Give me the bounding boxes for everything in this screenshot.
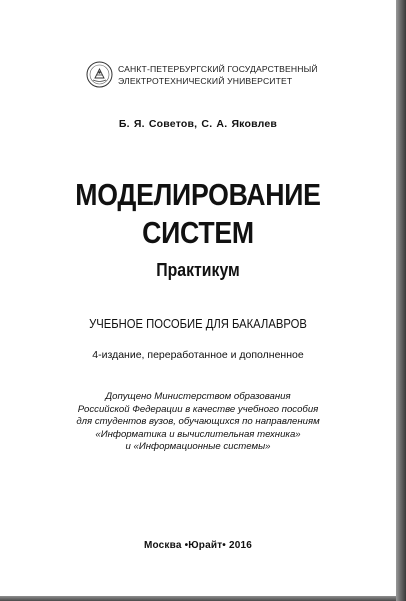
university-seal-icon	[86, 61, 113, 88]
university-name	[118, 63, 318, 87]
approval-line3: для студентов вузов, обучающихся по направлениям	[76, 416, 320, 428]
publication-kind: УЧЕБНОЕ ПОСОБИЕ ДЛЯ БАКАЛАВРОВ	[89, 317, 307, 331]
imprint: Москва •Юрайт• 2016	[143, 540, 253, 551]
approval-line2: Российской Федерации в качестве учебного пособия	[77, 403, 319, 415]
university-name-line2: ЭЛЕКТРОТЕХНИЧЕСКИЙ УНИВЕРСИТЕТ	[118, 75, 293, 86]
book-subtitle: Практикум	[156, 260, 240, 280]
approval-line1: Допущено Министерством образования	[105, 391, 291, 402]
approval-line5: и «Информационные системы»	[125, 441, 271, 453]
book-title	[28, 176, 369, 252]
authors: Б. Я. Советов, С. А. Яковлев	[118, 118, 278, 130]
approval-note	[0, 391, 396, 454]
page-shadow-right	[396, 0, 406, 601]
book-title-line2: СИСТЕМ	[142, 215, 254, 250]
university-header	[86, 61, 318, 88]
page-shadow-bottom	[0, 596, 396, 601]
book-title-line1: МОДЕЛИРОВАНИЕ	[75, 177, 321, 212]
edition-note: 4-издание, переработанное и дополненное	[92, 349, 304, 361]
university-name-line1: САНКТ-ПЕТЕРБУРГСКИЙ ГОСУДАРСТВЕННЫЙ	[118, 63, 318, 74]
approval-line4: «Информатика и вычислительная техника»	[95, 428, 301, 440]
